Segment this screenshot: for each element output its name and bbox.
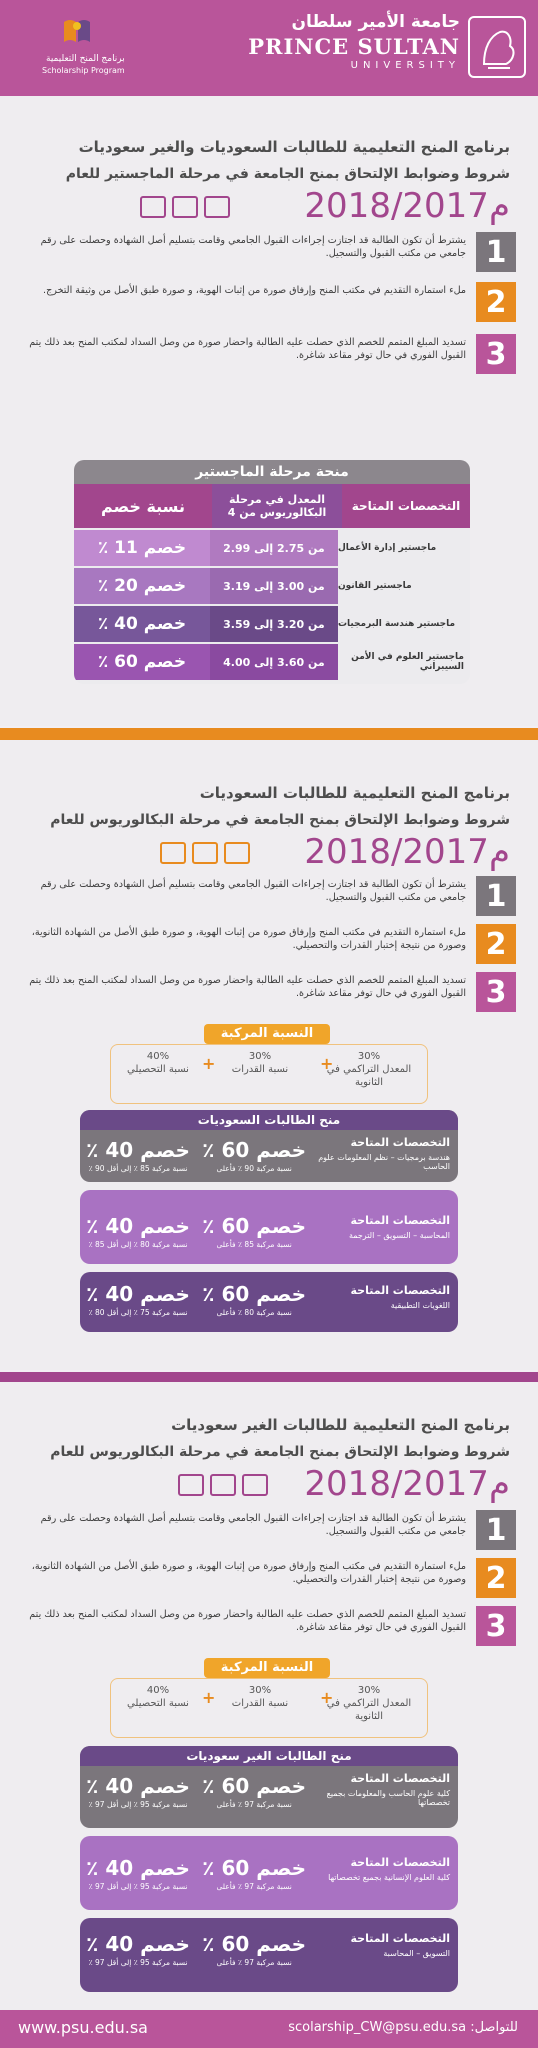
header-discount: نسبة خصم bbox=[74, 484, 212, 528]
certificate-icon bbox=[178, 1474, 204, 1496]
step-text: يشترط أن تكون الطالبة قد اجتازت إجراءات القبول الجامعي وقامت بتسليم أصل الشهادة وحصلت على رقم جامعي من مكتب القبول والتسجيل. bbox=[40, 1513, 466, 1537]
sec2-step-2 bbox=[20, 924, 516, 972]
briefcase-icon bbox=[242, 1474, 268, 1496]
university-word: UNIVERSITY bbox=[350, 60, 460, 71]
sec3-subtitle: شروط وضوابط الإلتحاق بمنح الجامعة في مرحلة البكالوريوس للعام bbox=[50, 1444, 510, 1460]
table-row bbox=[74, 644, 470, 680]
step-text: تسديد المبلغ المتمم للخصم الذي حصلت عليه الطالبة واحضار صورة من وصل السداد لمكتب المنح بعد ذلك يتم القبول الفوري في حال توفر مقاعد شاغرة. bbox=[29, 975, 466, 999]
sec3-step-3 bbox=[20, 1606, 516, 1662]
sec2-year: 2018/2017م bbox=[304, 832, 510, 872]
step-number: 2 bbox=[476, 924, 516, 964]
orange-divider bbox=[0, 728, 538, 740]
step-number: 2 bbox=[476, 1558, 516, 1598]
sec1-icon-row bbox=[140, 196, 230, 218]
sec2-subtitle: شروط وضوابط الإلتحاق بمنح الجامعة في مرحلة البكالوريوس للعام bbox=[50, 812, 510, 828]
sec3-year: 2018/2017م bbox=[304, 1464, 510, 1504]
step-text: تسديد المبلغ المتمم للخصم الذي حصلت عليه الطالبة واحضار صورة من وصل السداد لمكتب المنح بعد ذلك يتم القبول الفوري في حال توفر مقاعد شاغرة. bbox=[29, 337, 466, 361]
weighted-item: 40% نسبة التحصيلي bbox=[127, 1051, 189, 1075]
table-row bbox=[74, 530, 470, 566]
sec3-icon-row bbox=[178, 1474, 268, 1496]
cards-title: منح الطالبات السعوديات bbox=[80, 1110, 458, 1130]
scholarship-program-ar: برنامج المنح التعليمية bbox=[46, 54, 125, 64]
form-icon bbox=[210, 1474, 236, 1496]
cards-title: منح الطالبات الغير سعوديات bbox=[80, 1746, 458, 1766]
row-specialty: ماجستير العلوم في الأمن السيبراني bbox=[338, 644, 470, 680]
row-discount: خصم 60 ٪ bbox=[74, 644, 210, 680]
university-name-ar: جامعة الأمير سلطان bbox=[291, 12, 460, 32]
sec1-step-2 bbox=[20, 282, 516, 330]
briefcase-icon bbox=[224, 842, 250, 864]
sec2-weighted-title: النسبة المركبة bbox=[204, 1024, 330, 1044]
weighted-item: 30% المعدل التراكمي في الثانوية bbox=[326, 1685, 412, 1722]
university-name-en: PRINCE SULTAN bbox=[248, 34, 460, 59]
table-row bbox=[74, 568, 470, 604]
weighted-item: 30% نسبة القدرات bbox=[231, 1685, 289, 1709]
sec2-icon-row bbox=[160, 842, 250, 864]
plus-icon: + bbox=[202, 1054, 216, 1073]
table-row bbox=[74, 606, 470, 642]
sec3-step-2 bbox=[20, 1558, 516, 1606]
sec3-title: برنامج المنح التعليمية للطالبات الغير سعوديات bbox=[171, 1416, 510, 1434]
step-number: 1 bbox=[476, 876, 516, 916]
sec1-subtitle: شروط وضوابط الإلتحاق بمنح الجامعة في مرحلة الماجستير للعام bbox=[65, 166, 510, 182]
row-gpa: من 3.20 إلى 3.59 bbox=[210, 606, 338, 642]
step-number: 3 bbox=[476, 334, 516, 374]
sec3-weighted-title: النسبة المركبة bbox=[204, 1658, 330, 1678]
briefcase-icon bbox=[204, 196, 230, 218]
sec1-year: 2018/2017م bbox=[304, 186, 510, 226]
website-link[interactable]: www.psu.edu.sa bbox=[18, 2018, 148, 2037]
plus-icon: + bbox=[320, 1054, 334, 1073]
step-number: 1 bbox=[476, 232, 516, 272]
step-number: 3 bbox=[476, 972, 516, 1012]
certificate-icon bbox=[140, 196, 166, 218]
form-icon bbox=[172, 196, 198, 218]
sec2-title: برنامج المنح التعليمية للطالبات السعوديات bbox=[199, 784, 510, 802]
contact-email-link[interactable]: للتواصل: scolarship_CW@psu.edu.sa bbox=[288, 2020, 518, 2035]
masters-table bbox=[74, 460, 470, 684]
form-icon bbox=[192, 842, 218, 864]
sec2-step-1 bbox=[20, 876, 516, 924]
scholarship-logo-icon bbox=[60, 14, 94, 48]
plus-icon: + bbox=[320, 1688, 334, 1707]
sec3-card-1: منح الطالبات الغير سعوديات التخصصات المتاحة كلية علوم الحاسب والمعلومات بجميع تخصصاتها خصم 60 ٪ نسبة مركبة 97 ٪ فأعلى خصم 40 ٪ نسبة مركبة 95 ٪ إلى أقل 97 ٪ bbox=[80, 1746, 458, 1828]
step-number: 2 bbox=[476, 282, 516, 322]
sec2-step-3 bbox=[20, 972, 516, 1028]
row-discount: خصم 11 ٪ bbox=[74, 530, 210, 566]
sec2-card-1: منح الطالبات السعوديات التخصصات المتاحة هندسة برمجيات – نظم المعلومات علوم الحاسب خصم 60 ٪ نسبة مركبة 90 ٪ فأعلى خصم 40 ٪ نسبة مركبة 85 ٪ إلى أقل 90 ٪ bbox=[80, 1110, 458, 1182]
header-gpa: المعدل في مرحلة البكالوريوس من 4 bbox=[212, 484, 342, 528]
purple-divider bbox=[0, 1372, 538, 1382]
sec1-title: برنامج المنح التعليمية للطالبات السعوديات والغير سعوديات bbox=[78, 138, 510, 156]
step-text: يشترط أن تكون الطالبة قد اجتازت إجراءات القبول الجامعي وقامت بتسليم أصل الشهادة وحصلت على رقم جامعي من مكتب القبول والتسجيل. bbox=[40, 235, 466, 259]
row-specialty: ماجستير هندسة البرمجيات bbox=[338, 606, 470, 642]
step-text: يشترط أن تكون الطالبة قد اجتازت إجراءات القبول الجامعي وقامت بتسليم أصل الشهادة وحصلت على رقم جامعي من مكتب القبول والتسجيل. bbox=[40, 879, 466, 903]
step-number: 1 bbox=[476, 1510, 516, 1550]
row-gpa: من 2.75 إلى 2.99 bbox=[210, 530, 338, 566]
row-gpa: من 3.00 إلى 3.19 bbox=[210, 568, 338, 604]
step-text: تسديد المبلغ المتمم للخصم الذي حصلت عليه الطالبة واحضار صورة من وصل السداد لمكتب المنح بعد ذلك يتم القبول الفوري في حال توفر مقاعد شاغرة. bbox=[29, 1609, 466, 1633]
sec1-step-3 bbox=[20, 334, 516, 390]
row-specialty: ماجستير القانون bbox=[338, 568, 470, 604]
scholarship-program-en: Scholarship Program bbox=[42, 66, 125, 75]
certificate-icon bbox=[160, 842, 186, 864]
row-specialty: ماجستير إدارة الأعمال bbox=[338, 530, 470, 566]
sec3-card-3: التخصصات المتاحة التسويق – المحاسبة خصم 60 ٪ نسبة مركبة 97 ٪ فأعلى خصم 40 ٪ نسبة مركبة 95 ٪ إلى أقل 97 ٪ bbox=[80, 1918, 458, 1992]
weighted-item: 30% نسبة القدرات bbox=[231, 1051, 289, 1075]
step-text: ملء استمارة التقديم في مكتب المنح وإرفاق صورة من إثبات الهوية، و صورة طبق الأصل من وثيقة التخرج. bbox=[43, 285, 466, 296]
row-gpa: من 3.60 إلى 4.00 bbox=[210, 644, 338, 680]
sec2-card-3: التخصصات المتاحة اللغويات التطبيقية خصم 60 ٪ نسبة مركبة 80 ٪ فأعلى خصم 40 ٪ نسبة مركبة 75 ٪ إلى أقل 80 ٪ bbox=[80, 1272, 458, 1332]
header-specialty: التخصصات المتاحة bbox=[342, 484, 470, 528]
row-discount: خصم 20 ٪ bbox=[74, 568, 210, 604]
step-number: 3 bbox=[476, 1606, 516, 1646]
sec1-step-1 bbox=[20, 232, 516, 280]
plus-icon: + bbox=[202, 1688, 216, 1707]
sec3-card-2: التخصصات المتاحة كلية العلوم الإنسانية بجميع تخصصاتها خصم 60 ٪ نسبة مركبة 97 ٪ فأعلى خصم 40 ٪ نسبة مركبة 95 ٪ إلى أقل 97 ٪ bbox=[80, 1836, 458, 1910]
step-text: ملء استمارة التقديم في مكتب المنح وإرفاق صورة من إثبات الهوية، و صورة طبق الأصل من الشهادة الثانوية، وصورة من نتيجة إختبار القدرات والتحصيلي. bbox=[31, 927, 466, 951]
weighted-item: 30% المعدل التراكمي في الثانوية bbox=[326, 1051, 412, 1088]
masters-table-title: منحة مرحلة الماجستير bbox=[74, 460, 470, 484]
row-discount: خصم 40 ٪ bbox=[74, 606, 210, 642]
step-text: ملء استمارة التقديم في مكتب المنح وإرفاق صورة من إثبات الهوية، و صورة طبق الأصل من الشهادة الثانوية، وصورة من نتيجة إختبار القدرات والتحصيلي. bbox=[31, 1561, 466, 1585]
masters-table-header bbox=[74, 484, 470, 528]
sec2-card-2: التخصصات المتاحة المحاسبة – التسويق – الترجمة خصم 60 ٪ نسبة مركبة 85 ٪ فأعلى خصم 40 ٪ نسبة مركبة 80 ٪ إلى أقل 85 ٪ bbox=[80, 1190, 458, 1264]
weighted-item: 40% نسبة التحصيلي bbox=[127, 1685, 189, 1709]
psu-crest-icon bbox=[468, 16, 526, 78]
sec3-step-1 bbox=[20, 1510, 516, 1558]
